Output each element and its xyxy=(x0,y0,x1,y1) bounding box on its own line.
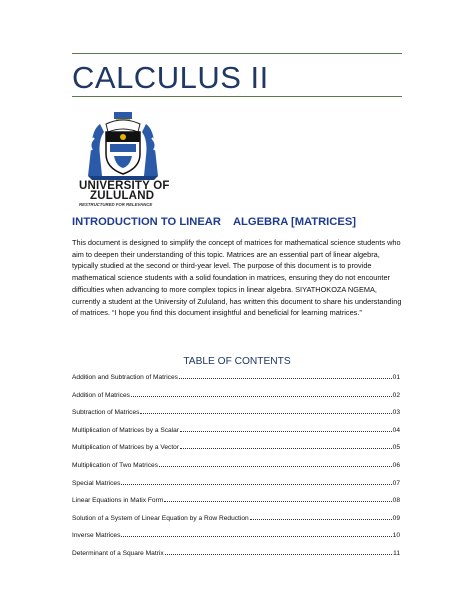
toc-entry-label: Subtraction of Matrices xyxy=(72,409,140,417)
toc-entry[interactable] xyxy=(72,409,400,427)
document-title: CALCULUS II xyxy=(72,60,269,95)
toc-entry[interactable] xyxy=(72,462,400,480)
toc-entry-page: 03 xyxy=(392,409,400,417)
toc-dot-leader xyxy=(131,396,392,397)
toc-dot-leader xyxy=(180,448,392,449)
toc-entry-page: 08 xyxy=(392,497,400,505)
toc-entry-label: Multiplication of Matrices by a Scalar xyxy=(72,426,180,434)
toc-entry-label: Addition and Subtraction of Matrices xyxy=(72,374,178,381)
toc-entry[interactable] xyxy=(72,515,400,533)
toc-entry-label: Special Matrices xyxy=(72,479,121,487)
top-rule xyxy=(72,53,402,54)
toc-entry-label: Determinant of a Square Matrix xyxy=(72,549,164,557)
toc-entry-label: Inverse Matrices xyxy=(72,532,121,540)
toc-entry-page: 07 xyxy=(392,479,400,487)
intro-paragraph: This document is designed to simplify the concept of matrices for mathematical science students who aim to deepen their understanding of this topic. Matrices are an essential part of linear algebra, typically studied at the second or third-year level. The purpose of this document is to provide mathematical science students with a solid foundation in matrices, ensuring they do not encounter difficulties when advancing to more complex topics in linear algebra. SIYATHOKOZA NGEMA, currently a student at the University of Zululand, has written this document to share his understanding of matrices. “I hope you find this document insightful and beneficial for learning matrices.” xyxy=(72,238,402,318)
toc-entry[interactable] xyxy=(72,550,400,568)
toc-entry-label: Linear Equations in Matix Form xyxy=(72,497,164,505)
toc-entry-page: 10 xyxy=(392,532,400,540)
toc-dot-leader xyxy=(159,466,392,467)
university-name-line-2: ZULULAND xyxy=(90,190,155,202)
toc-entry[interactable] xyxy=(72,374,400,392)
toc-dot-leader xyxy=(140,413,391,414)
toc-dot-leader xyxy=(164,501,391,502)
toc-dot-leader xyxy=(180,431,392,432)
toc-entry-page: 09 xyxy=(392,514,400,522)
toc-dot-leader xyxy=(250,519,392,520)
section-heading: INTRODUCTION TO LINEAR ALGEBRA [MATRICES] xyxy=(72,216,357,228)
toc-entry-page: 06 xyxy=(392,461,400,469)
toc-dot-leader xyxy=(165,554,393,555)
toc-title: TABLE OF CONTENTS xyxy=(183,356,291,367)
university-name-line-1: UNIVERSITY OF xyxy=(79,180,170,192)
university-logo xyxy=(76,110,186,206)
toc-entry-page: 11 xyxy=(393,549,400,557)
toc-entry-page: 04 xyxy=(392,426,400,434)
toc-entry[interactable] xyxy=(72,532,400,550)
toc-entry-page: 01 xyxy=(392,374,400,381)
university-tagline: RESTRUCTURED FOR RELEVANCE xyxy=(79,202,153,207)
toc-entry[interactable] xyxy=(72,444,400,462)
bottom-rule xyxy=(72,96,402,97)
university-crest-icon xyxy=(84,110,162,180)
toc-entry-label: Solution of a System of Linear Equation by a Row Reduction xyxy=(72,514,249,522)
toc-entry[interactable] xyxy=(72,392,400,410)
toc-entry-label: Addition of Matrices xyxy=(72,391,130,399)
toc-entry[interactable] xyxy=(72,497,400,515)
toc-entry-label: Multiplication of Matrices by a Vector xyxy=(72,444,180,452)
toc-dot-leader xyxy=(121,536,391,537)
toc-entry-page: 05 xyxy=(392,444,400,452)
toc-dot-leader xyxy=(121,484,391,485)
toc-entry-page: 02 xyxy=(392,391,400,399)
toc-entry[interactable] xyxy=(72,427,400,445)
table-of-contents xyxy=(72,374,400,568)
toc-entry[interactable] xyxy=(72,480,400,498)
toc-entry-label: Multiplication of Two Matrices xyxy=(72,461,158,469)
toc-dot-leader xyxy=(179,378,392,379)
